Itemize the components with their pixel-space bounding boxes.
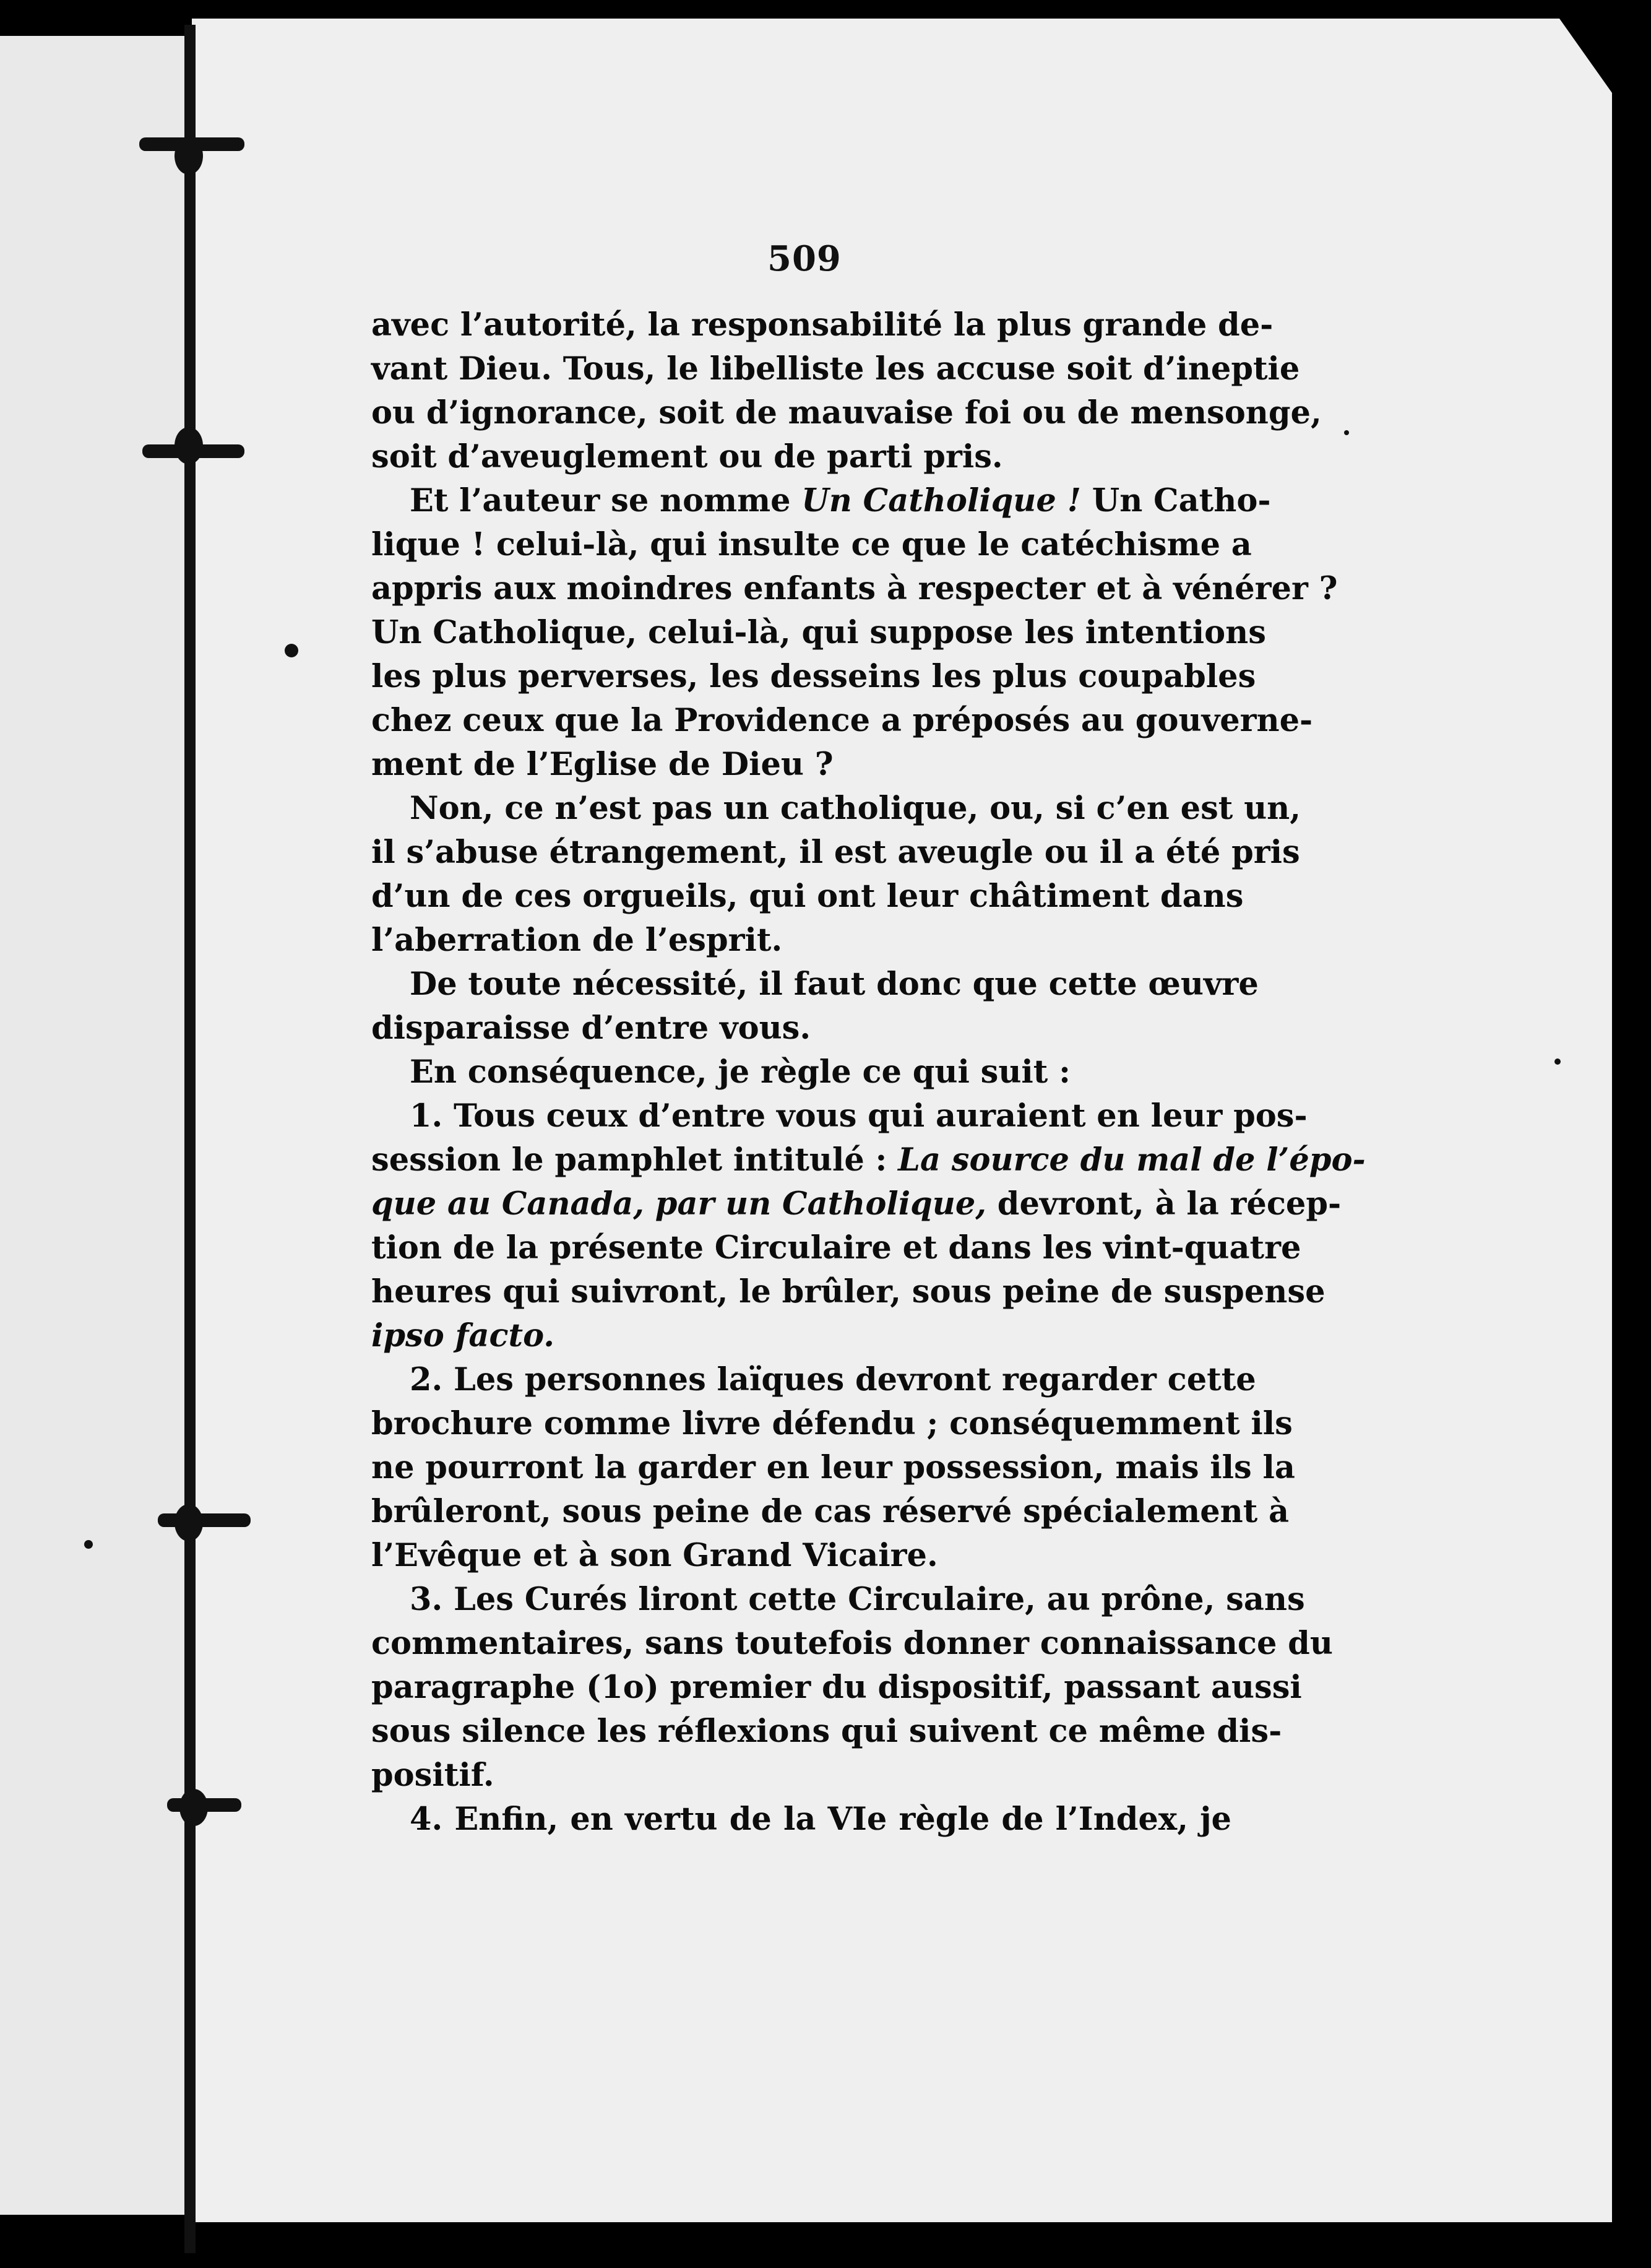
text-line: il s’abuse étrangement, il est aveugle ou il a été pris xyxy=(371,834,1300,871)
text-line: brûleront, sous peine de cas réservé spécialement à xyxy=(371,1493,1290,1530)
text-line: tion de la présente Circulaire et dans les vint-quatre xyxy=(371,1229,1301,1266)
text-line: De toute nécessité, il faut donc que cette œuvre xyxy=(410,966,1259,1003)
text-line: lique ! celui-là, qui insulte ce que le catéchisme a xyxy=(371,526,1252,563)
text-line: 2. Les personnes laïques devront regarder cette xyxy=(410,1361,1256,1398)
ink-speck xyxy=(1554,1058,1561,1065)
body-text xyxy=(371,303,1366,1842)
text-line: ne pourront la garder en leur possession, mais ils la xyxy=(371,1449,1295,1486)
italic-title: ipso facto. xyxy=(371,1317,554,1354)
text-line: ment de l’Eglise de Dieu ? xyxy=(371,746,834,783)
text-line: chez ceux que la Providence a préposés au gouverne- xyxy=(371,702,1313,739)
text-line: paragraphe (1o) premier du dispositif, passant aussi xyxy=(371,1669,1302,1706)
previous-leaf-edge xyxy=(0,36,198,2215)
text-line: soit d’aveuglement ou de parti pris. xyxy=(371,438,1003,475)
binding-knot xyxy=(175,137,203,175)
text-run: session le pamphlet intitulé : xyxy=(371,1141,899,1179)
text-line xyxy=(371,1314,1231,1358)
text-line: avec l’autorité, la responsabilité la plus grande de- xyxy=(371,306,1274,344)
text-line: Non, ce n’est pas un catholique, ou, si c’en est un, xyxy=(410,790,1301,827)
text-line xyxy=(371,1138,1366,1182)
binding-knot xyxy=(175,427,203,464)
text-line xyxy=(371,1182,1342,1226)
text-line: d’un de ces orgueils, qui ont leur châtiment dans xyxy=(371,878,1244,915)
text-line: positif. xyxy=(371,1757,494,1794)
italic-title: La source du mal de l’épo- xyxy=(898,1141,1366,1179)
text-line: l’aberration de l’esprit. xyxy=(371,922,783,959)
text-line: sous silence les réflexions qui suivent ce même dis- xyxy=(371,1713,1282,1750)
text-line: heures qui suivront, le brûler, sous peine de suspense xyxy=(371,1273,1326,1310)
text-line: vant Dieu. Tous, le libelliste les accuse soit d’ineptie xyxy=(371,350,1300,387)
binding-stitch xyxy=(158,1513,251,1527)
ink-speck xyxy=(1344,430,1349,435)
text-line: En conséquence, je règle ce qui suit : xyxy=(410,1054,1071,1091)
text-line: brochure comme livre défendu ; conséquemment ils xyxy=(371,1405,1293,1442)
text-line: 3. Les Curés liront cette Circulaire, au prône, sans xyxy=(410,1581,1305,1618)
text-line: 4. Enfin, en vertu de la VIe règle de l’Index, je xyxy=(410,1801,1231,1838)
text-line: ou d’ignorance, soit de mauvaise foi ou de mensonge, xyxy=(371,394,1322,431)
text-run: Un Catho- xyxy=(1080,482,1271,519)
text-line: disparaisse d’entre vous. xyxy=(371,1010,811,1047)
page-number: 509 xyxy=(767,238,842,279)
text-line: commentaires, sans toutefois donner connaissance du xyxy=(371,1625,1333,1662)
text-line: 1. Tous ceux d’entre vous qui auraient en leur pos- xyxy=(410,1097,1308,1135)
italic-title: Un Catholique ! xyxy=(801,482,1081,519)
text-line: Un Catholique, celui-là, qui suppose les intentions xyxy=(371,614,1266,651)
italic-title: que au Canada, par un Catholique, xyxy=(371,1185,987,1223)
text-run: devront, à la récep- xyxy=(986,1185,1342,1223)
text-run: Et l’auteur se nomme xyxy=(410,482,802,519)
text-line xyxy=(371,479,1271,523)
binding-thread xyxy=(184,25,196,2253)
text-line: l’Evêque et à son Grand Vicaire. xyxy=(371,1537,938,1574)
binding-knot xyxy=(179,1789,208,1826)
binding-knot xyxy=(175,1504,203,1541)
ink-speck xyxy=(285,644,298,657)
text-line: les plus perverses, les desseins les plus coupables xyxy=(371,658,1256,695)
ink-speck xyxy=(84,1540,93,1549)
text-line: appris aux moindres enfants à respecter et à vénérer ? xyxy=(371,570,1338,607)
